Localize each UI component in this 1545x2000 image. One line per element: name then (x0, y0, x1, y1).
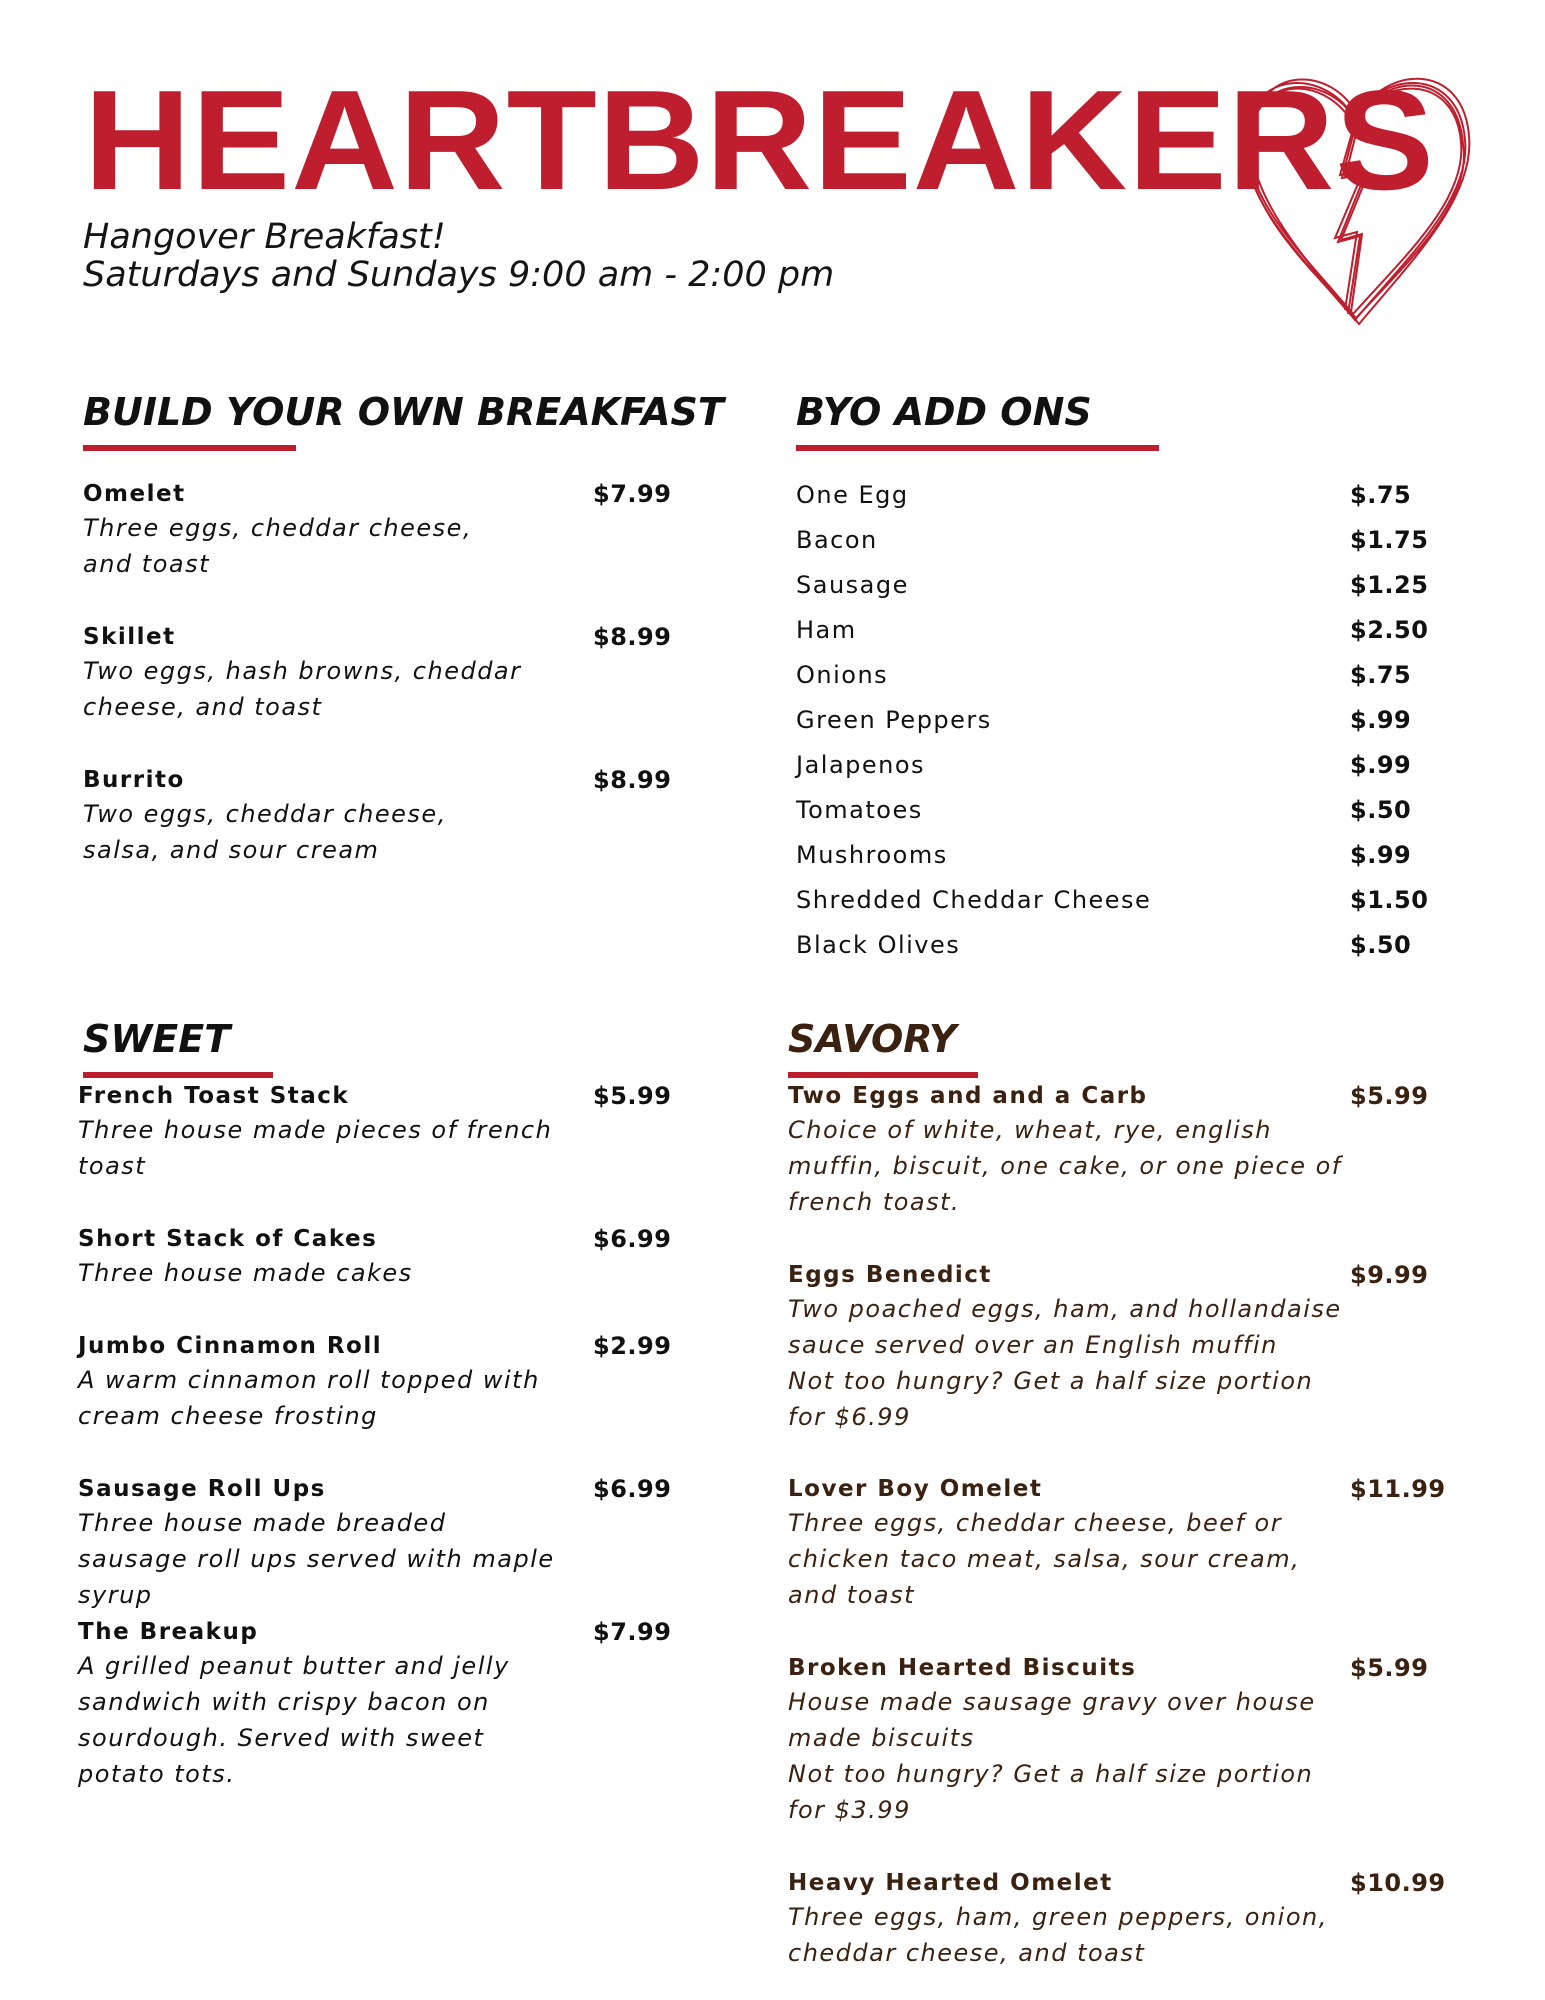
item-note: Not too hungry? Get a half size portion for $6.99 (788, 1367, 1314, 1431)
item-price: $2.99 (593, 1332, 672, 1360)
addon-name: One Egg (796, 481, 909, 509)
section-title-addons: BYO ADD ONS (796, 390, 1092, 434)
menu-item (788, 1080, 1408, 1220)
addon-price: $1.25 (1350, 571, 1429, 599)
restaurant-title: HEARTBREAKERS (84, 61, 1435, 220)
item-price: $6.99 (593, 1475, 672, 1503)
section-underline (83, 1072, 273, 1078)
menu-item (788, 1259, 1408, 1435)
item-name: Jumbo Cinnamon Roll (78, 1333, 383, 1359)
addon-price: $.50 (1350, 796, 1412, 824)
item-price: $7.99 (593, 480, 672, 508)
hours-subtitle (83, 218, 834, 294)
item-note: Not too hungry? Get a half size portion for $3.99 (788, 1760, 1314, 1824)
addon-name: Tomatoes (796, 796, 923, 824)
addon-price: $2.50 (1350, 616, 1429, 644)
section-underline (796, 445, 1159, 451)
addon-price: $.75 (1350, 481, 1412, 509)
item-price: $8.99 (593, 623, 672, 651)
addon-price: $.99 (1350, 706, 1412, 734)
item-name: Eggs Benedict (788, 1262, 992, 1288)
item-name: The Breakup (78, 1619, 259, 1645)
item-name: Burrito (83, 767, 185, 793)
item-description: Three eggs, cheddar cheese, and toast (83, 514, 473, 578)
item-price: $5.99 (1350, 1654, 1429, 1682)
addon-name: Black Olives (796, 931, 961, 959)
item-price: $9.99 (1350, 1261, 1429, 1289)
addon-price: $.99 (1350, 841, 1412, 869)
addon-name: Mushrooms (796, 841, 948, 869)
item-description: Three eggs, ham, green peppers, onion, cheddar cheese, and toast (788, 1903, 1328, 1967)
addon-name: Jalapenos (796, 751, 926, 779)
item-price: $6.99 (593, 1225, 672, 1253)
item-description: Three house made breaded sausage roll ups served with maple syrup (78, 1509, 555, 1609)
item-name: Lover Boy Omelet (788, 1476, 1043, 1502)
item-description: Two poached eggs, ham, and hollandaise sauce served over an English muffin (788, 1295, 1342, 1359)
item-price: $10.99 (1350, 1869, 1446, 1897)
addon-price: $.50 (1350, 931, 1412, 959)
addon-name: Ham (796, 616, 857, 644)
item-name: Omelet (83, 481, 186, 507)
addon-name: Bacon (796, 526, 878, 554)
item-description: Three house made pieces of french toast (78, 1116, 553, 1180)
item-description: Three house made cakes (78, 1259, 413, 1287)
section-underline (788, 1072, 978, 1078)
item-name: Skillet (83, 624, 176, 650)
item-price: $11.99 (1350, 1475, 1446, 1503)
addon-price: $.75 (1350, 661, 1412, 689)
addon-name: Green Peppers (796, 706, 992, 734)
item-description: Two eggs, cheddar cheese, salsa, and sour cream (83, 800, 447, 864)
item-name: Heavy Hearted Omelet (788, 1870, 1113, 1896)
addon-price: $1.50 (1350, 886, 1429, 914)
addon-name: Sausage (796, 571, 909, 599)
section-title-savory: SAVORY (788, 1017, 957, 1061)
menu-item (788, 1867, 1408, 1971)
menu-item (788, 1652, 1408, 1828)
item-description: Two eggs, hash browns, cheddar cheese, and toast (83, 657, 522, 721)
item-name: Sausage Roll Ups (78, 1476, 326, 1502)
item-name: French Toast Stack (78, 1083, 350, 1109)
menu-item (788, 1473, 1408, 1613)
broken-heart-icon (1235, 60, 1475, 330)
item-price: $5.99 (593, 1082, 672, 1110)
section-title-sweet: SWEET (83, 1017, 231, 1061)
item-description: A warm cinnamon roll topped with cream cheese frosting (78, 1366, 540, 1430)
item-name: Broken Hearted Biscuits (788, 1655, 1137, 1681)
section-title-byo: BUILD YOUR OWN BREAKFAST (83, 390, 724, 434)
item-description: House made sausage gravy over house made biscuits (788, 1688, 1316, 1752)
addon-price: $.99 (1350, 751, 1412, 779)
item-price: $8.99 (593, 766, 672, 794)
item-description: Choice of white, wheat, rye, english muffin, biscuit, one cake, or one piece of french toast. (788, 1116, 1342, 1216)
item-name: Short Stack of Cakes (78, 1226, 378, 1252)
item-name: Two Eggs and and a Carb (788, 1083, 1148, 1109)
subtitle-line-1: Hangover Breakfast! (83, 217, 446, 257)
subtitle-line-2: Saturdays and Sundays 9:00 am - 2:00 pm (83, 255, 835, 295)
item-price: $5.99 (1350, 1082, 1429, 1110)
addon-name: Shredded Cheddar Cheese (796, 886, 1152, 914)
section-underline (83, 445, 296, 451)
item-description: Three eggs, cheddar cheese, beef or chicken taco meat, salsa, sour cream, and toast (788, 1509, 1301, 1609)
item-description: A grilled peanut butter and jelly sandwich with crispy bacon on sourdough. Served with sweet potato tots. (78, 1652, 510, 1788)
addon-price: $1.75 (1350, 526, 1429, 554)
item-price: $7.99 (593, 1618, 672, 1646)
addon-name: Onions (796, 661, 889, 689)
